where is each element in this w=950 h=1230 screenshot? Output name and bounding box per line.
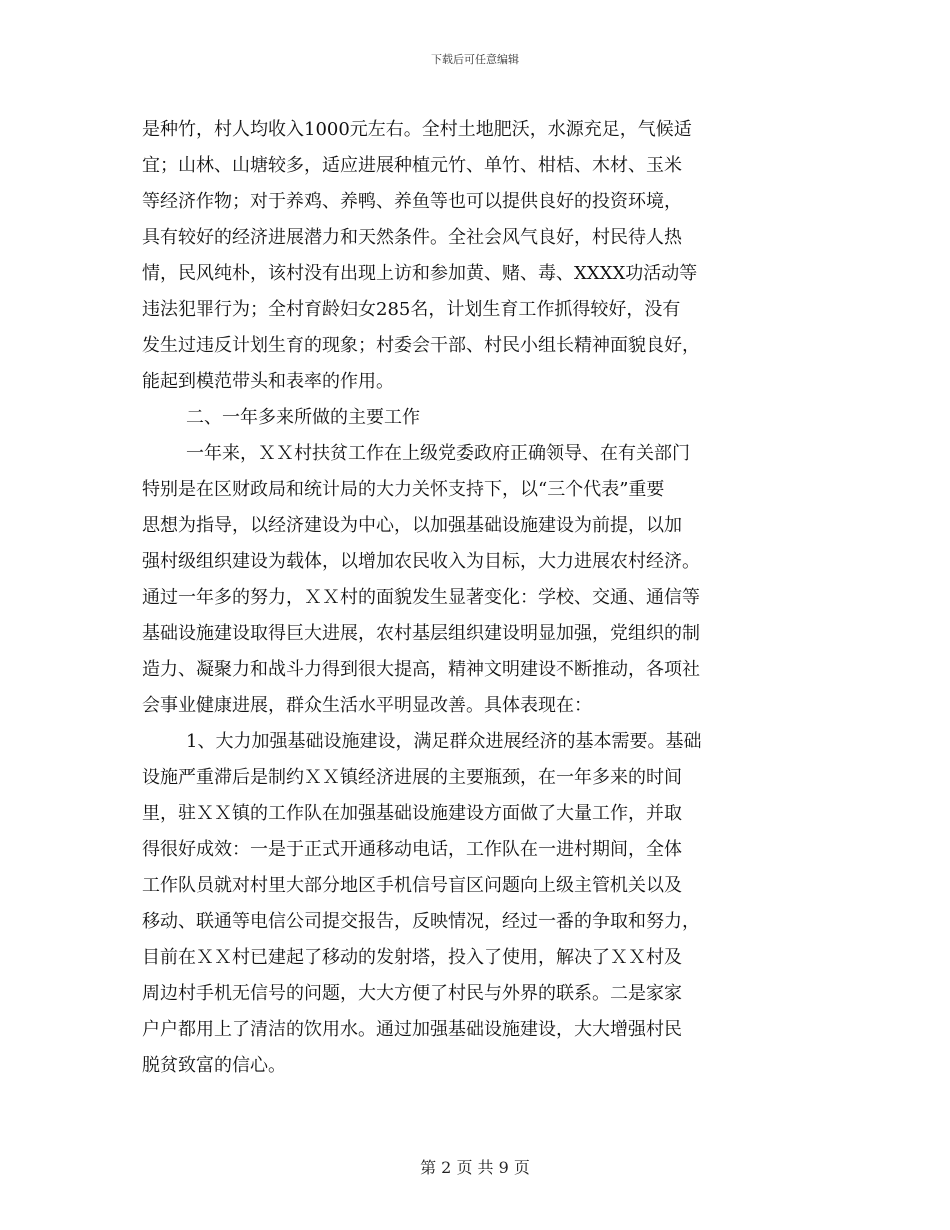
text-line: 造力、凝聚力和战斗力得到很大提高，精神文明建设不断推动，各项社 [142, 659, 700, 680]
text-line: 是种竹，村人均收入1000元左右。全村土地肥沃，水源充足，气候适 [142, 119, 692, 140]
text-line: 周边村手机无信号的问题，大大方便了村民与外界的联系。二是家家 [142, 983, 682, 1004]
text-line: 情，民风纯朴，该村没有出现上访和参加黄、赌、毒、XXXX功活动等 [142, 263, 698, 284]
text-line: 宜；山林、山塘较多，适应进展种植元竹、单竹、柑桔、木材、玉米 [142, 155, 682, 176]
page-number: 第 2 页 共 9 页 [420, 1158, 530, 1177]
text-line: 等经济作物；对于养鸡、养鸭、养鱼等也可以提供良好的投资环境， [142, 191, 682, 212]
text-line: 设施严重滞后是制约ＸＸ镇经济进展的主要瓶颈，在一年多来的时间 [142, 767, 682, 788]
text-line: 目前在ＸＸ村已建起了移动的发射塔，投入了使用，解决了ＸＸ村及 [142, 947, 682, 968]
document-body [142, 112, 810, 1084]
text-line: 发生过违反计划生育的现象；村委会干部、村民小组长精神面貌良好， [142, 335, 700, 356]
text-line: 里，驻ＸＸ镇的工作队在加强基础设施建设方面做了大量工作，并取 [142, 803, 682, 824]
text-line: 1、大力加强基础设施建设，满足群众进展经济的基本需要。基础 [186, 731, 702, 752]
text-line: 思想为指导，以经济建设为中心，以加强基础设施建设为前提，以加 [142, 515, 682, 536]
text-line: 二、一年多来所做的主要工作 [186, 407, 420, 428]
text-line: 特别是在区财政局和统计局的大力关怀支持下，以“三个代表”重要 [142, 479, 665, 500]
text-line: 得很好成效：一是于正式开通移动电话，工作队在一进村期间，全体 [142, 839, 682, 860]
text-line: 违法犯罪行为；全村育龄妇女285名，计划生育工作抓得较好，没有 [142, 299, 681, 320]
text-line: 会事业健康进展，群众生活水平明显改善。具体表现在： [142, 695, 592, 716]
text-line: 脱贫致富的信心。 [142, 1055, 286, 1076]
text-line: 强村级组织建设为载体，以增加农民收入为目标，大力进展农村经济。 [142, 551, 700, 572]
text-line: 具有较好的经济进展潜力和天然条件。全社会风气良好，村民待人热 [142, 227, 682, 248]
text-line: 工作队员就对村里大部分地区手机信号盲区问题向上级主管机关以及 [142, 875, 682, 896]
text-line: 移动、联通等电信公司提交报告，反映情况，经过一番的争取和努力， [142, 911, 700, 932]
text-line: 一年来，ＸＸ村扶贫工作在上级党委政府正确领导、在有关部门 [186, 443, 690, 464]
page-header: 下载后可任意编辑 [431, 53, 519, 66]
text-line: 能起到模范带头和表率的作用。 [142, 371, 394, 392]
text-line: 户户都用上了清洁的饮用水。通过加强基础设施建设，大大增强村民 [142, 1019, 682, 1040]
text-line: 基础设施建设取得巨大进展，农村基层组织建设明显加强，党组织的制 [142, 623, 700, 644]
text-line: 通过一年多的努力，ＸＸ村的面貌发生显著变化：学校、交通、通信等 [142, 587, 700, 608]
